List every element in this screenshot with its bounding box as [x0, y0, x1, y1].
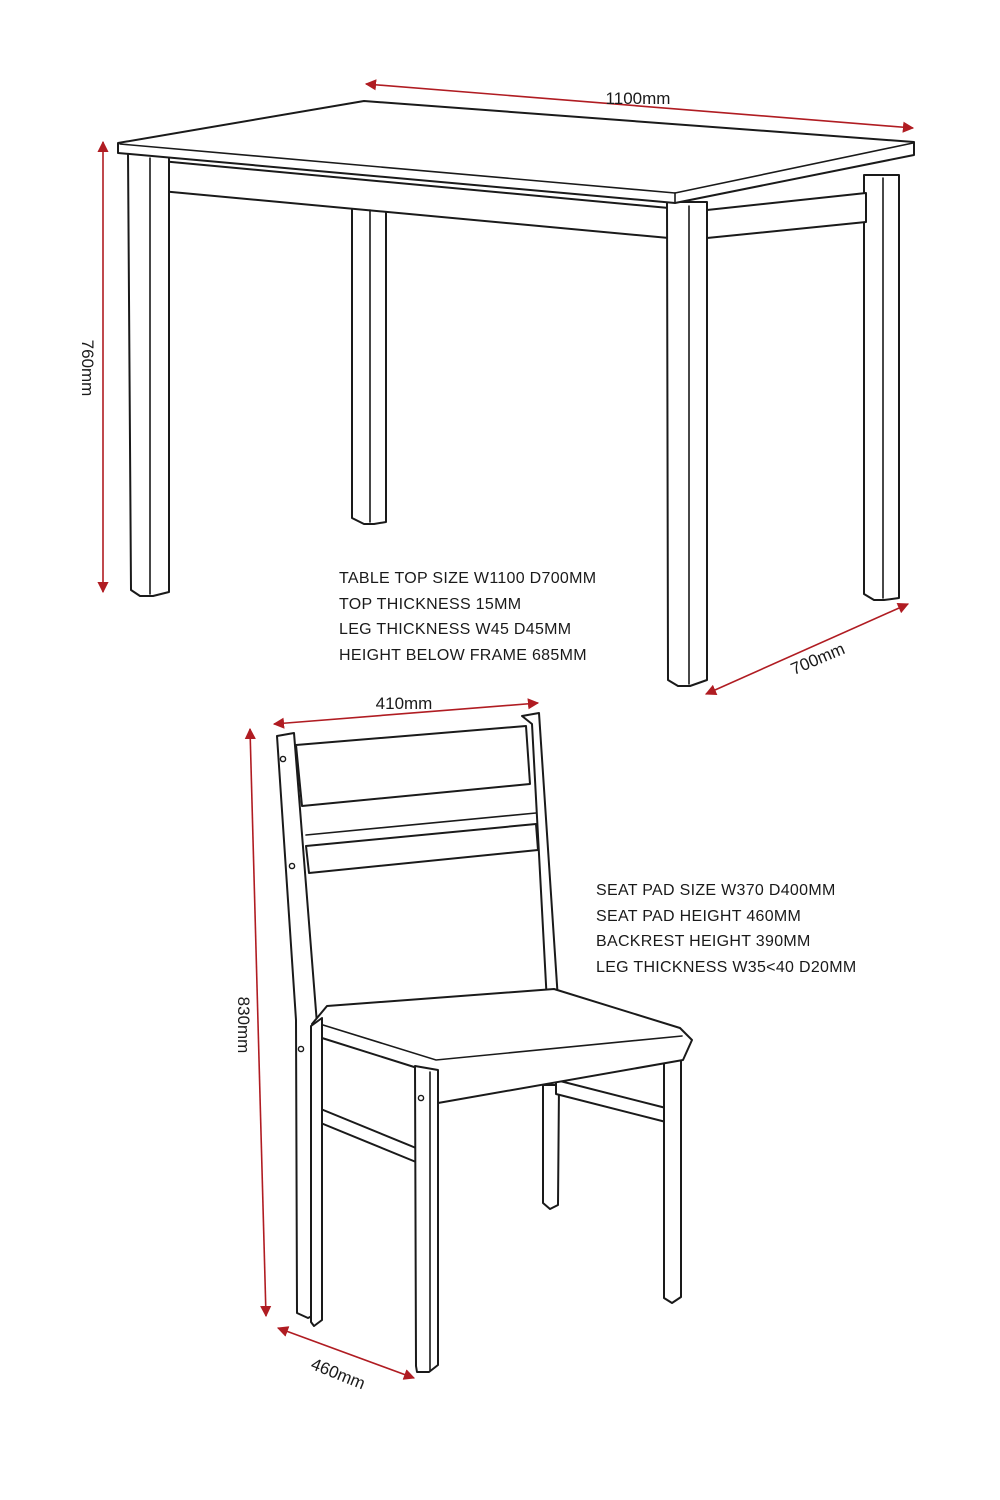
table-width-label: 1100mm [605, 89, 671, 108]
chair-stretcher-rear-side [556, 1080, 666, 1122]
chair-spec-seat-pad-size: SEAT PAD SIZE W370 D400MM [596, 882, 836, 899]
table-spec-height-below-frame: HEIGHT BELOW FRAME 685MM [339, 646, 587, 664]
chair-leg-front-left [311, 1018, 322, 1326]
chair-backrest-top-rail [296, 726, 530, 806]
table-spec-top-thickness: TOP THICKNESS 15MM [339, 595, 522, 613]
table-depth-label: 700mm [788, 639, 848, 679]
table-leg-front-right [667, 202, 707, 686]
chair-leg-front-right [664, 1040, 681, 1303]
table-apron-side [707, 193, 866, 238]
chair-spec-list [596, 878, 856, 980]
chair-stretcher-side [311, 1105, 416, 1162]
chair-leg-back-inner [543, 1085, 559, 1209]
table-depth-dimension-line [706, 604, 908, 694]
chair-width-label: 410mm [375, 694, 433, 713]
table-leg-front-left [128, 152, 169, 596]
chair-height-label: 830mm [234, 996, 253, 1054]
chair-drawing [277, 713, 692, 1372]
chair-spec-seat-pad-height: SEAT PAD HEIGHT 460MM [596, 907, 802, 925]
table-spec-leg-thickness: LEG THICKNESS W45 D45MM [339, 621, 572, 638]
table-spec-list [339, 566, 596, 668]
table-height-label: 760mm [78, 339, 97, 397]
table-spec-top-size: TABLE TOP SIZE W1100 D700MM [339, 570, 597, 587]
chair-leg-front-near [415, 1066, 438, 1372]
chair-spec-backrest-height: BACKREST HEIGHT 390MM [596, 933, 811, 950]
chair-depth-label: 460mm [308, 1354, 368, 1394]
table-leg-back-left [352, 207, 386, 524]
chair-seat-pad [312, 989, 692, 1103]
chair-spec-leg-thickness: LEG THICKNESS W35<40 D20MM [596, 958, 857, 976]
table-leg-back-right [864, 175, 899, 600]
